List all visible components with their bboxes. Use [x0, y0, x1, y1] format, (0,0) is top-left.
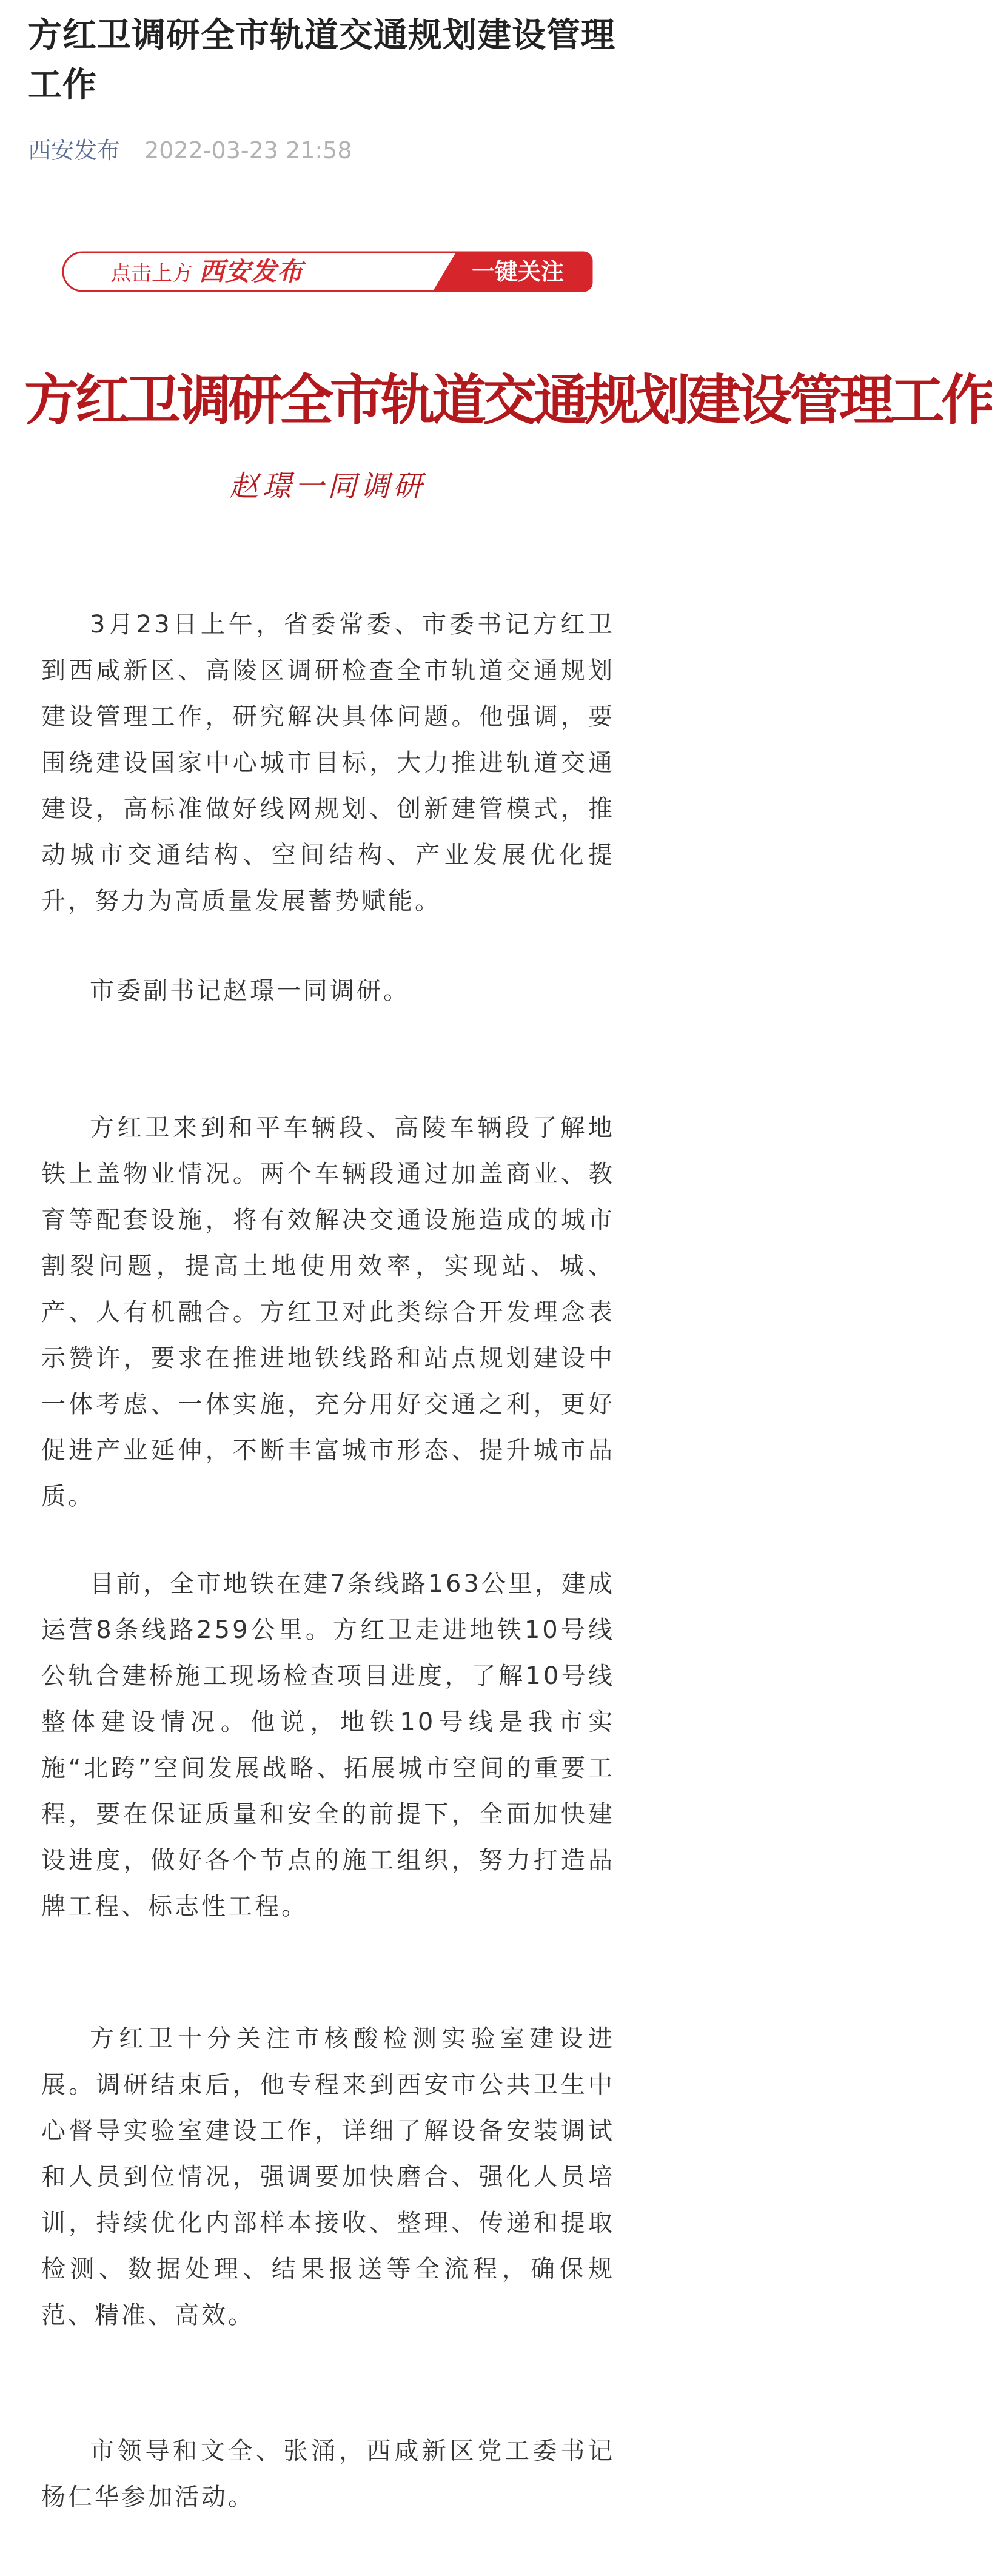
source-account-link[interactable]: 西安发布	[28, 137, 121, 164]
body-paragraph-5: 方红卫十分关注市核酸检测实验室建设进展。调研结束后，他专程来到西安市公共卫生中心督导实验室建设工作，详细了解设备安装调试和人员到位情况，强调要加快磨合、强化人员培训，持续优化内部样本接收、整理、传递和提取检测、数据处理、结果报送等全流程，确保规范、精准、高效。	[41, 2025, 615, 2329]
follow-button[interactable]: 一键关注	[471, 258, 564, 285]
article-title: 方红卫调研全市轨道交通规划建设管理工作	[28, 16, 615, 105]
follow-banner[interactable]	[62, 251, 593, 292]
banner-prompt	[110, 251, 303, 292]
headline-graphic-title: 方红卫调研全市轨道交通规划建设管理工作	[24, 368, 992, 432]
body-paragraph-4: 目前，全市地铁在建7条线路163公里，建成运营8条线路259公里。方红卫走进地铁10号线公轨合建桥施工现场检查项目进度，了解10号线整体建设情况。他说，地铁10号线是我市实施“北跨”空间发展战略、拓展城市空间的重要工程，要在保证质量和安全的前提下，全面加快建设进度，做好各个节点的施工组织，努力打造品牌工程、标志性工程。	[41, 1570, 615, 1920]
body-paragraph-3: 方红卫来到和平车辆段、高陵车辆段了解地铁上盖物业情况。两个车辆段通过加盖商业、教育等配套设施，将有效解决交通设施造成的城市割裂问题，提高土地使用效率，实现站、城、产、人有机融合。方红卫对此类综合开发理念表示赞许，要求在推进地铁线路和站点规划建设中一体考虑、一体实施，充分用好交通之利，更好促进产业延伸，不断丰富城市形态、提升城市品质。	[41, 1114, 615, 1511]
publish-datetime: 2022-03-23 21:58	[144, 137, 352, 164]
body-paragraph-6: 市领导和文全、张涌，西咸新区党工委书记杨仁华参加活动。	[41, 2437, 615, 2511]
headline-subtitle: 赵璟一同调研	[229, 469, 426, 503]
body-paragraph-2: 市委副书记赵璟一同调研。	[90, 977, 410, 1005]
article-meta	[28, 135, 352, 166]
banner-brand-text: 西安发布	[199, 257, 304, 286]
body-paragraph-1: 3月23日上午，省委常委、市委书记方红卫到西咸新区、高陵区调研检查全市轨道交通规划建设管理工作，研究解决具体问题。他强调，要围绕建设国家中心城市目标，大力推进轨道交通建设，高标准做好线网规划、创新建管模式，推动城市交通结构、空间结构、产业发展优化提升，努力为高质量发展蓄势赋能。	[41, 611, 615, 915]
banner-prefix-text: 点击上方	[110, 261, 193, 286]
